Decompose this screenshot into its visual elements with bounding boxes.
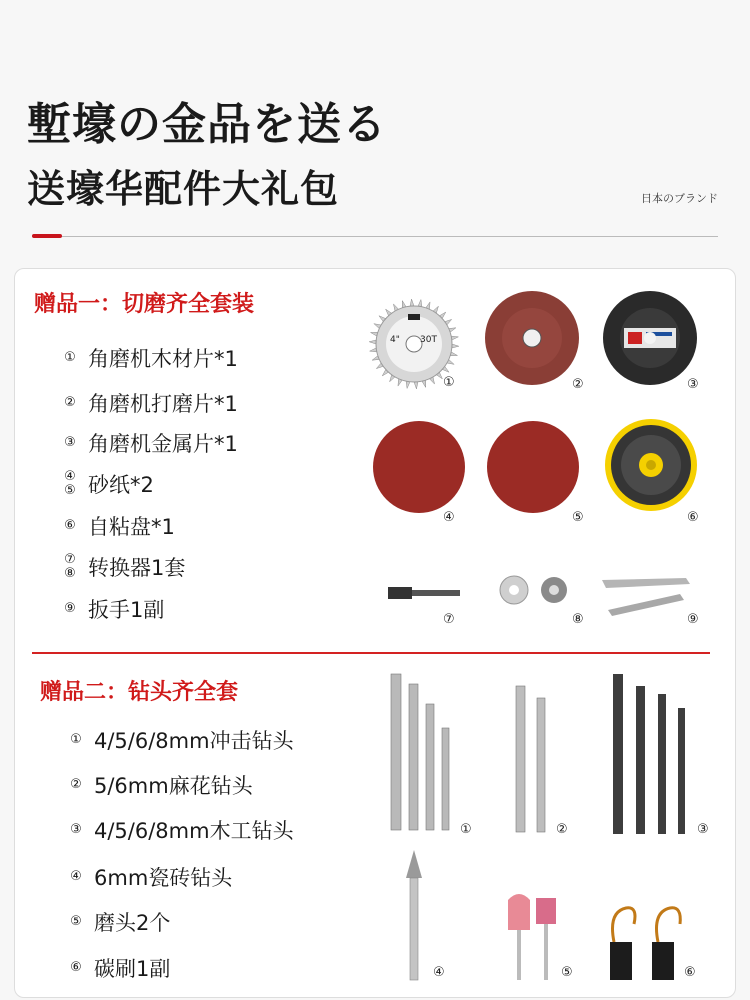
list-item: ② 角磨机打磨片*1 [64, 392, 238, 416]
wrench-image [596, 570, 696, 618]
product-caption: ⑨ [687, 612, 699, 627]
product-caption: ③ [697, 822, 709, 837]
product-caption: ② [572, 377, 584, 392]
product-caption: ⑥ [684, 965, 696, 980]
list-item: ③ 角磨机金属片*1 [64, 432, 238, 456]
brand-label: 日本のブランド [641, 192, 718, 205]
converter-shaft-image [386, 582, 464, 604]
list-item: ⑤ 磨头2个 [70, 911, 171, 935]
section2-title: 赠品二：钻头齐全套 [40, 680, 239, 705]
list-item: ① 4/5/6/8mm冲击钻头 [70, 729, 294, 753]
list-item: ⑥ 碳刷1副 [70, 957, 171, 981]
list-item: ⑥ 自粘盘*1 [64, 515, 175, 539]
list-item: ⑨ 扳手1副 [64, 598, 165, 622]
product-caption: ⑧ [572, 612, 584, 627]
grinding-heads-image [505, 890, 559, 982]
product-caption: ⑤ [561, 965, 573, 980]
divider [32, 236, 718, 237]
list-item: ② 5/6mm麻花钻头 [70, 774, 253, 798]
product-caption: ⑤ [572, 510, 584, 525]
product-caption: ④ [443, 510, 455, 525]
tile-drill-bit-image [402, 848, 426, 982]
carbon-brushes-image [604, 902, 692, 984]
svg-text:4": 4" [390, 335, 400, 345]
twist-drill-bits-image [512, 684, 554, 834]
adhesive-pad-image [604, 418, 698, 512]
product-caption: ④ [433, 965, 445, 980]
grinding-disc-image [484, 290, 580, 386]
list-item: ⑦ ⑧ 转换器1套 [64, 552, 186, 581]
title-line-1: 塹壕の金品を送る [27, 99, 387, 150]
sandpaper-disc-image [372, 420, 466, 514]
svg-text:30T: 30T [420, 335, 437, 345]
product-caption: ⑦ [443, 612, 455, 627]
wood-drill-bits-image [610, 672, 692, 836]
metal-cutting-disc-image [602, 290, 698, 386]
flange-nut-image [498, 574, 576, 606]
product-caption: ① [460, 822, 472, 837]
section-divider [32, 652, 710, 654]
product-caption: ⑥ [687, 510, 699, 525]
impact-drill-bits-image [385, 670, 460, 835]
list-item: ③ 4/5/6/8mm木工钻头 [70, 819, 294, 843]
product-caption: ② [556, 822, 568, 837]
list-item: ① 角磨机木材片*1 [64, 347, 238, 371]
product-caption: ① [443, 375, 455, 390]
sandpaper-disc-image [486, 420, 580, 514]
section1-title: 赠品一：切磨齐全套装 [34, 292, 255, 317]
list-item: ④ 6mm瓷砖钻头 [70, 866, 233, 890]
title-line-2: 送壕华配件大礼包 [27, 167, 340, 211]
list-item: ④ ⑤ 砂纸*2 [64, 469, 154, 498]
divider-accent [32, 234, 62, 238]
product-caption: ③ [687, 377, 699, 392]
